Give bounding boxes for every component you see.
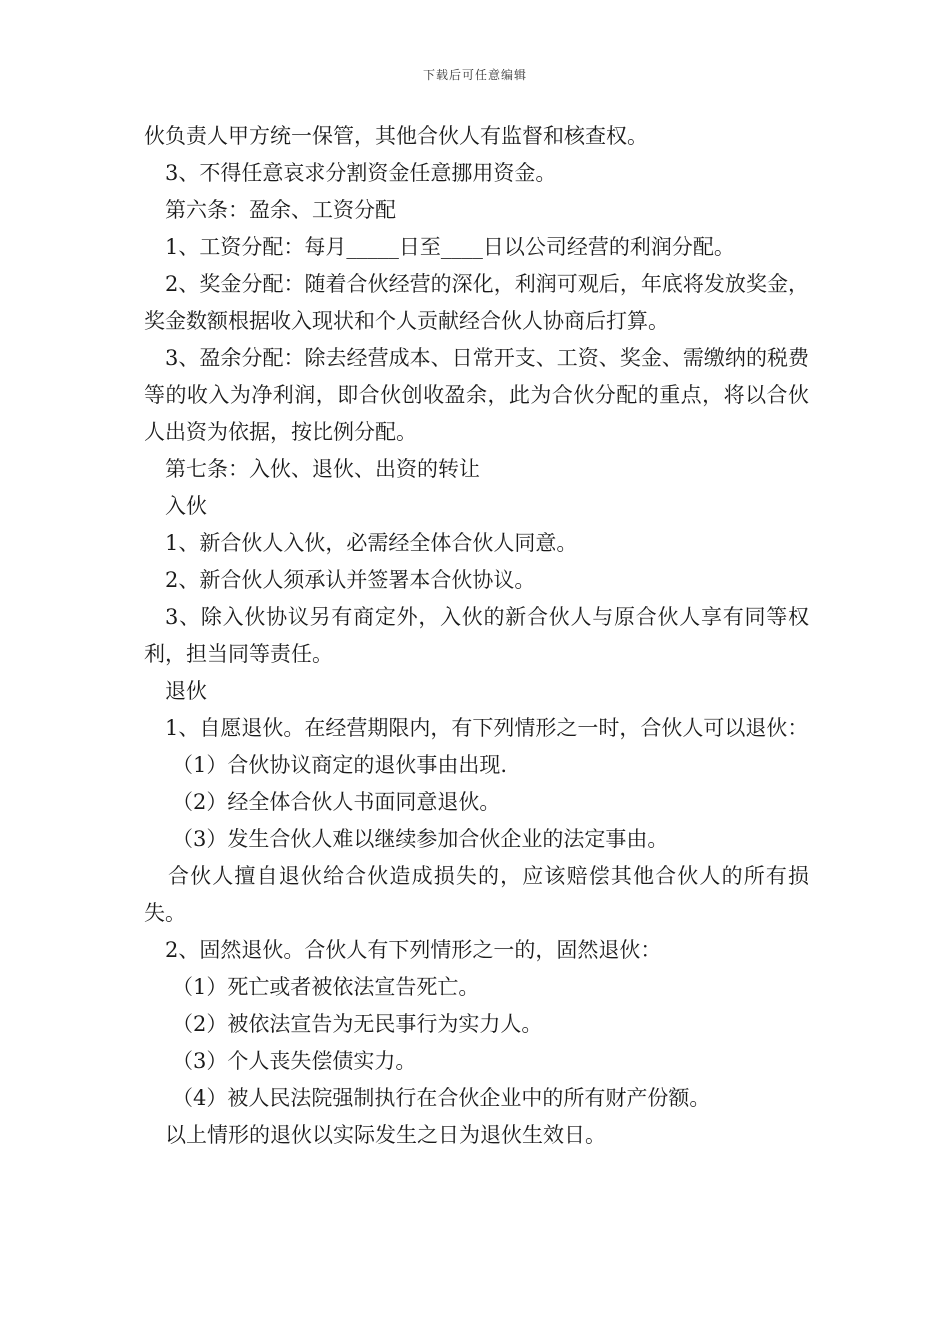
list-item: （2）经全体合伙人书面同意退伙。	[172, 790, 501, 814]
list-item: （2）被依法宣告为无民事行为实力人。	[172, 1012, 543, 1036]
section-heading: 第七条：入伙、退伙、出资的转让	[165, 457, 480, 481]
list-item: （4）被人民法院强制执行在合伙企业中的所有财产份额。	[172, 1086, 711, 1110]
paragraph: 伙负责人甲方统一保管，其他合伙人有监督和核查权。	[144, 124, 648, 148]
paragraph: 2、固然退伙。合伙人有下列情形之一的，固然退伙：	[165, 938, 662, 962]
paragraph: 3、不得任意哀求分割资金任意挪用资金。	[165, 161, 557, 185]
paragraph: 1、新合伙人入伙，必需经全体合伙人同意。	[165, 531, 578, 555]
paragraph: 2、奖金分配：随着合伙经营的深化，利润可观后，年底将发放奖金，奖金数额根据收入现状和个人贡献经合伙人协商后打算。	[144, 272, 809, 333]
list-item: （1）合伙协议商定的退伙事由出现.	[172, 753, 508, 777]
paragraph: 以上情形的退伙以实际发生之日为退伙生效日。	[165, 1123, 606, 1147]
paragraph: 3、盈余分配：除去经营成本、日常开支、工资、奖金、需缴纳的税费等的收入为净利润，即合伙创收盈余，此为合伙分配的重点，将以合伙人出资为依据，按比例分配。	[144, 346, 809, 444]
paragraph: 合伙人擅自退伙给合伙造成损失的，应该赔偿其他合伙人的所有损失。	[144, 864, 809, 925]
paragraph: 2、新合伙人须承认并签署本合伙协议。	[165, 568, 536, 592]
list-item: （1）死亡或者被依法宣告死亡。	[172, 975, 480, 999]
list-item: （3）发生合伙人难以继续参加合伙企业的法定事由。	[172, 827, 669, 851]
list-item: （3）个人丧失偿债实力。	[172, 1049, 417, 1073]
document-body	[144, 118, 809, 1154]
paragraph: 1、自愿退伙。在经营期限内，有下列情形之一时，合伙人可以退伙：	[165, 716, 809, 740]
paragraph: 1、工资分配：每月_____日至____日以公司经营的利润分配。	[165, 235, 735, 259]
paragraph: 3、除入伙协议另有商定外，入伙的新合伙人与原合伙人享有同等权利，担当同等责任。	[144, 605, 809, 666]
page-header: 下载后可任意编辑	[422, 68, 527, 82]
section-heading: 第六条：盈余、工资分配	[165, 198, 396, 222]
subsection-heading: 入伙	[165, 494, 207, 518]
subsection-heading: 退伙	[165, 679, 207, 703]
